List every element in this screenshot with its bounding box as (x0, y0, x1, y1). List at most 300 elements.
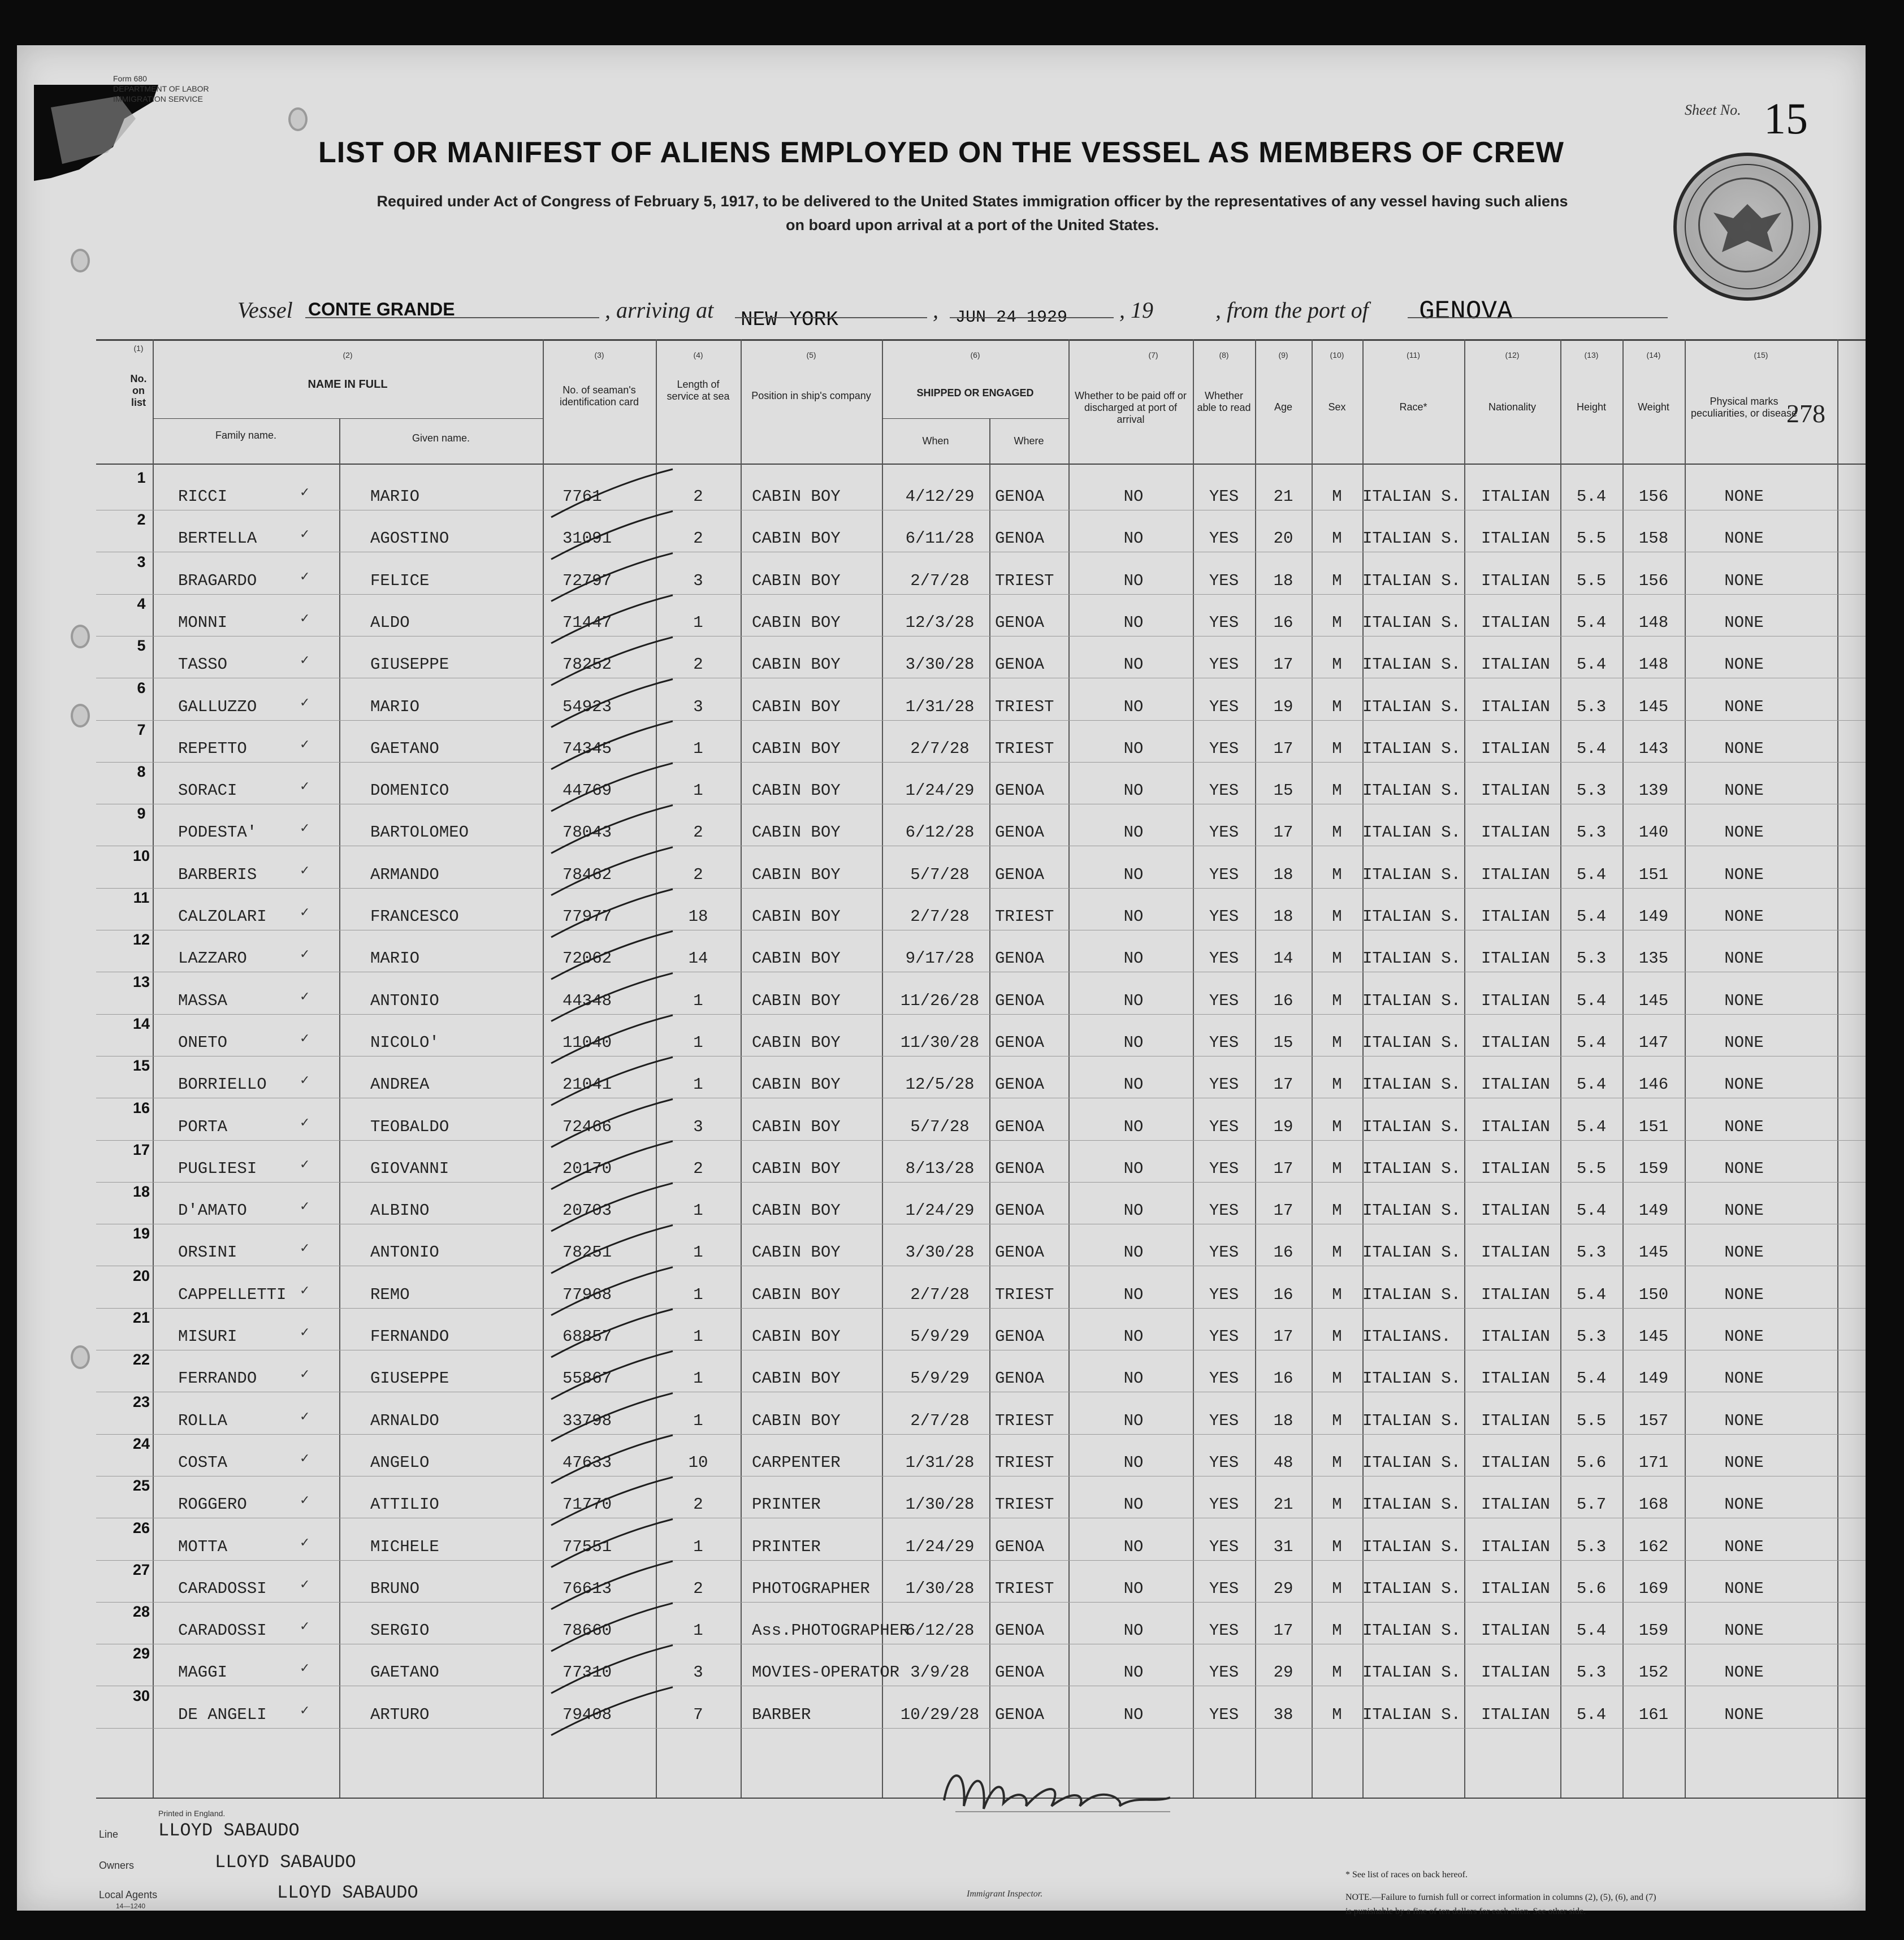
vessel-name: CONTE GRANDE (308, 299, 455, 319)
physical-marks: NONE (1724, 487, 1764, 506)
paid-off: NO (1123, 991, 1144, 1010)
able-to-read: YES (1209, 697, 1239, 716)
age: 38 (1273, 1705, 1293, 1724)
given-name: GIOVANNI (370, 1159, 449, 1178)
able-to-read: YES (1209, 949, 1239, 968)
col-num-5: (5) (806, 350, 816, 360)
punch-hole (71, 249, 90, 272)
sex: M (1332, 1453, 1342, 1472)
card-checked-stroke (551, 847, 673, 895)
physical-marks: NONE (1724, 571, 1764, 590)
card-checked-stroke (551, 1435, 673, 1483)
shipped-where: GENOA (995, 529, 1045, 548)
family-name: DE ANGELI (178, 1705, 267, 1724)
position: CABIN BOY (752, 1411, 841, 1430)
sex: M (1332, 1495, 1342, 1514)
card-checked-stroke (551, 1099, 673, 1147)
weight: 169 (1638, 1579, 1669, 1598)
race: ITALIAN S. (1362, 781, 1461, 800)
given-name: FRANCESCO (370, 907, 459, 926)
stamp-count: 278 (1786, 399, 1825, 428)
row-number: 13 (132, 973, 150, 990)
sex: M (1332, 1537, 1342, 1556)
given-name: MARIO (370, 949, 420, 968)
weight: 145 (1638, 991, 1669, 1010)
checkmark-icon: ✓ (300, 653, 310, 668)
id-card: 47633 (562, 1453, 612, 1472)
row-number: 30 (132, 1687, 150, 1704)
able-to-read: YES (1209, 1327, 1239, 1346)
physical-marks: NONE (1724, 1369, 1764, 1388)
card-checked-stroke (551, 1267, 673, 1315)
id-card: 77551 (562, 1537, 612, 1556)
nationality: ITALIAN (1481, 529, 1550, 548)
given-name: TEOBALDO (370, 1117, 449, 1136)
given-name: ATTILIO (370, 1495, 439, 1514)
shipped-when: 2/7/28 (910, 907, 970, 926)
weight: 159 (1638, 1159, 1669, 1178)
shipped-when: 6/12/28 (905, 1621, 975, 1640)
service-length: 3 (693, 571, 703, 590)
race: ITALIAN S. (1362, 1705, 1461, 1724)
age: 18 (1273, 571, 1293, 590)
shipped-when: 5/9/29 (910, 1327, 970, 1346)
id-card: 79408 (562, 1705, 612, 1724)
able-to-read: YES (1209, 1075, 1239, 1094)
position: CABIN BOY (752, 1243, 841, 1262)
from-port: GENOVA (1419, 297, 1513, 326)
physical-marks: NONE (1724, 823, 1764, 842)
id-card: 33798 (562, 1411, 612, 1430)
shipped-where: GENOA (995, 991, 1045, 1010)
id-card: 78043 (562, 823, 612, 842)
position: CABIN BOY (752, 1117, 841, 1136)
height: 5.3 (1576, 949, 1607, 968)
physical-marks: NONE (1724, 1033, 1764, 1052)
able-to-read: YES (1209, 655, 1239, 674)
race: ITALIAN S. (1362, 1201, 1461, 1220)
paid-off: NO (1123, 907, 1144, 926)
physical-marks: NONE (1724, 1243, 1764, 1262)
card-checked-stroke (551, 1057, 673, 1105)
sex: M (1332, 529, 1342, 548)
shipped-when: 11/30/28 (900, 1033, 980, 1052)
able-to-read: YES (1209, 1537, 1239, 1556)
weight: 149 (1638, 1369, 1669, 1388)
sex: M (1332, 739, 1342, 758)
sex: M (1332, 949, 1342, 968)
checkmark-icon: ✓ (300, 1367, 310, 1382)
race: ITALIAN S. (1362, 1159, 1461, 1178)
able-to-read: YES (1209, 1495, 1239, 1514)
nationality: ITALIAN (1481, 1033, 1550, 1052)
checkmark-icon: ✓ (300, 1619, 310, 1634)
service-length: 2 (693, 1579, 703, 1598)
col-num-7: (7) (1148, 350, 1158, 360)
shipped-when: 4/12/29 (905, 487, 975, 506)
card-checked-stroke (551, 1015, 673, 1063)
age: 16 (1273, 613, 1293, 632)
given-name: ALDO (370, 613, 410, 632)
id-card: 78462 (562, 865, 612, 884)
age: 17 (1273, 1327, 1293, 1346)
weight: 151 (1638, 865, 1669, 884)
checkmark-icon: ✓ (300, 1157, 310, 1171)
race: ITALIAN S. (1362, 529, 1461, 548)
service-length: 18 (688, 907, 708, 926)
family-name: CARADOSSI (178, 1579, 267, 1598)
sex: M (1332, 1075, 1342, 1094)
able-to-read: YES (1209, 823, 1239, 842)
race: ITALIAN S. (1362, 907, 1461, 926)
line-value: LLOYD SABAUDO (158, 1820, 300, 1841)
arriving-port: NEW YORK (741, 308, 838, 331)
given-name: MARIO (370, 487, 420, 506)
nationality: ITALIAN (1481, 907, 1550, 926)
checkmark-icon: ✓ (300, 1115, 310, 1129)
shipped-where: GENOA (995, 487, 1045, 506)
given-name: REMO (370, 1285, 410, 1304)
paid-off: NO (1123, 1243, 1144, 1262)
hdr-weight: Weight (1638, 401, 1669, 413)
sex: M (1332, 1159, 1342, 1178)
age: 18 (1273, 865, 1293, 884)
paid-off: NO (1123, 1075, 1144, 1094)
line-label: Line (99, 1829, 119, 1840)
race: ITALIAN S. (1362, 1621, 1461, 1640)
physical-marks: NONE (1724, 529, 1764, 548)
sex: M (1332, 1201, 1342, 1220)
age: 17 (1273, 1075, 1293, 1094)
weight: 161 (1638, 1705, 1669, 1724)
physical-marks: NONE (1724, 1285, 1764, 1304)
card-checked-stroke (551, 679, 673, 728)
hdr-family-name: Family name. (215, 430, 277, 441)
service-length: 3 (693, 1663, 703, 1682)
inspector-label: Immigrant Inspector. (967, 1889, 1043, 1899)
age: 19 (1273, 697, 1293, 716)
checkmark-icon: ✓ (300, 1241, 310, 1255)
vessel-info-row (17, 297, 1866, 336)
checkmark-icon: ✓ (300, 1493, 310, 1508)
row-number: 5 (137, 637, 146, 655)
given-name: ARMANDO (370, 865, 439, 884)
able-to-read: YES (1209, 1453, 1239, 1472)
shipped-where: GENOA (995, 781, 1045, 800)
given-name: AGOSTINO (370, 529, 449, 548)
checkmark-icon: ✓ (300, 485, 310, 499)
checkmark-icon: ✓ (300, 695, 310, 709)
physical-marks: NONE (1724, 1327, 1764, 1346)
col-num-10: (10) (1330, 350, 1344, 360)
family-name: MOTTA (178, 1537, 228, 1556)
position: BARBER (752, 1705, 811, 1724)
arriving-label: , arriving at (605, 297, 714, 323)
id-card: 68857 (562, 1327, 612, 1346)
sex: M (1332, 1243, 1342, 1262)
race: ITALIAN S. (1362, 1285, 1461, 1304)
inspector-signature (933, 1750, 1182, 1829)
paid-off: NO (1123, 1201, 1144, 1220)
row-number: 27 (132, 1561, 150, 1578)
weight: 143 (1638, 739, 1669, 758)
age: 29 (1273, 1579, 1293, 1598)
height: 5.4 (1576, 991, 1607, 1010)
row-number: 4 (137, 595, 146, 612)
checkmark-icon: ✓ (300, 1283, 310, 1297)
col-num-3: (3) (594, 350, 604, 360)
position: CABIN BOY (752, 991, 841, 1010)
underline (305, 317, 599, 318)
comma: , (933, 297, 938, 323)
position: CABIN BOY (752, 1159, 841, 1178)
sheet-label: Sheet No. (1685, 102, 1741, 118)
age: 16 (1273, 1285, 1293, 1304)
card-checked-stroke (551, 1225, 673, 1273)
id-card: 21041 (562, 1075, 612, 1094)
nationality: ITALIAN (1481, 823, 1550, 842)
paid-off: NO (1123, 1705, 1144, 1724)
position: PRINTER (752, 1537, 821, 1556)
nationality: ITALIAN (1481, 1495, 1550, 1514)
hdr-id-card: No. of seaman's identification card (559, 384, 639, 408)
subtitle-line-2: on board upon arrival at a port of the United States. (785, 216, 1159, 233)
nationality: ITALIAN (1481, 949, 1550, 968)
race: ITALIAN S. (1362, 1243, 1461, 1262)
family-name: GALLUZZO (178, 697, 257, 716)
height: 5.4 (1576, 1075, 1607, 1094)
given-name: GIUSEPPE (370, 655, 449, 674)
able-to-read: YES (1209, 907, 1239, 926)
hdr-able-read: Whether able to read (1197, 390, 1251, 413)
height: 5.3 (1576, 697, 1607, 716)
card-checked-stroke (551, 1393, 673, 1441)
position: CABIN BOY (752, 865, 841, 884)
age: 15 (1273, 1033, 1293, 1052)
sex: M (1332, 907, 1342, 926)
position: CABIN BOY (752, 1201, 841, 1220)
col-num-6: (6) (970, 350, 980, 360)
family-name: ROLLA (178, 1411, 228, 1430)
shipped-where: GENOA (995, 1369, 1045, 1388)
family-name: BARBERIS (178, 865, 257, 884)
family-name: ORSINI (178, 1243, 237, 1262)
weight: 139 (1638, 781, 1669, 800)
row-number: 14 (132, 1015, 150, 1032)
shipped-when: 9/17/28 (905, 949, 975, 968)
vessel-label: Vessel (237, 297, 293, 323)
height: 5.5 (1576, 529, 1607, 548)
checkmark-icon: ✓ (300, 737, 310, 751)
shipped-when: 1/30/28 (905, 1495, 975, 1514)
height: 5.4 (1576, 1621, 1607, 1640)
checkmark-icon: ✓ (300, 863, 310, 877)
age: 14 (1273, 949, 1293, 968)
nationality: ITALIAN (1481, 1453, 1550, 1472)
given-name: ANDREA (370, 1075, 430, 1094)
fine-note-2: is punishable by a fine of ten dollars for each alien. See other side. (1345, 1907, 1586, 1916)
physical-marks: NONE (1724, 1579, 1764, 1598)
row-number: 28 (132, 1603, 150, 1621)
height: 5.4 (1576, 1705, 1607, 1724)
hdr-when: When (922, 435, 949, 447)
service-length: 1 (693, 1621, 703, 1640)
hdr-nationality: Nationality (1488, 401, 1537, 413)
race: ITALIAN S. (1362, 655, 1461, 674)
card-checked-stroke (551, 931, 673, 979)
owners-value: LLOYD SABAUDO (215, 1852, 356, 1873)
sex: M (1332, 1579, 1342, 1598)
checkmark-icon: ✓ (300, 821, 310, 835)
physical-marks: NONE (1724, 1537, 1764, 1556)
paid-off: NO (1123, 613, 1144, 632)
id-card: 11040 (562, 1033, 612, 1052)
height: 5.4 (1576, 613, 1607, 632)
shipped-where: TRIEST (995, 1495, 1054, 1514)
hdr-where: Where (1014, 435, 1044, 447)
id-card: 76613 (562, 1579, 612, 1598)
able-to-read: YES (1209, 613, 1239, 632)
weight: 149 (1638, 907, 1669, 926)
family-name: COSTA (178, 1453, 228, 1472)
row-number: 10 (132, 847, 150, 864)
id-card: 78660 (562, 1621, 612, 1640)
nationality: ITALIAN (1481, 1285, 1550, 1304)
position: MOVIES-OPERATOR (752, 1663, 900, 1682)
able-to-read: YES (1209, 529, 1239, 548)
nationality: ITALIAN (1481, 1537, 1550, 1556)
race: ITALIAN S. (1362, 1495, 1461, 1514)
weight: 152 (1638, 1663, 1669, 1682)
able-to-read: YES (1209, 1663, 1239, 1682)
family-name: PODESTA' (178, 823, 257, 842)
shipped-when: 3/30/28 (905, 655, 975, 674)
given-name: DOMENICO (370, 781, 449, 800)
row-number: 17 (132, 1141, 150, 1158)
physical-marks: NONE (1724, 613, 1764, 632)
col-num-8: (8) (1219, 350, 1229, 360)
paid-off: NO (1123, 781, 1144, 800)
age: 18 (1273, 1411, 1293, 1430)
age: 17 (1273, 1201, 1293, 1220)
physical-marks: NONE (1724, 1621, 1764, 1640)
physical-marks: NONE (1724, 1075, 1764, 1094)
hdr-shipped: SHIPPED OR ENGAGED (916, 387, 1034, 399)
shipped-where: GENOA (995, 949, 1045, 968)
age: 16 (1273, 1243, 1293, 1262)
row-number: 6 (137, 679, 146, 696)
able-to-read: YES (1209, 1201, 1239, 1220)
service-length: 1 (693, 1033, 703, 1052)
card-checkmark-strokes (17, 334, 1866, 1826)
sex: M (1332, 1369, 1342, 1388)
sex: M (1332, 613, 1342, 632)
card-checked-stroke (551, 889, 673, 937)
owners-label: Owners (99, 1860, 135, 1871)
paid-off: NO (1123, 1453, 1144, 1472)
height: 5.3 (1576, 781, 1607, 800)
family-name: MONNI (178, 613, 228, 632)
race: ITALIAN S. (1362, 1075, 1461, 1094)
nationality: ITALIAN (1481, 1705, 1550, 1724)
physical-marks: NONE (1724, 697, 1764, 716)
position: PRINTER (752, 1495, 821, 1514)
shipped-when: 8/13/28 (905, 1159, 975, 1178)
card-checked-stroke (551, 1351, 673, 1399)
subtitle-line-1: Required under Act of Congress of February 5, 1917, to be delivered to the United States immigration officer by the representatives of any vessel having such aliens (377, 193, 1568, 210)
physical-marks: NONE (1724, 1453, 1764, 1472)
checkmark-icon: ✓ (300, 1450, 310, 1465)
position: CABIN BOY (752, 613, 841, 632)
race: ITALIAN S. (1362, 739, 1461, 758)
race: ITALIAN S. (1362, 487, 1461, 506)
able-to-read: YES (1209, 739, 1239, 758)
shipped-when: 2/7/28 (910, 571, 970, 590)
checkmark-icon: ✓ (300, 1073, 310, 1088)
form-number: Form 680 (113, 74, 147, 83)
race: ITALIAN S. (1362, 1369, 1461, 1388)
shipped-when: 3/30/28 (905, 1243, 975, 1262)
id-card: 78252 (562, 655, 612, 674)
row-number: 15 (132, 1057, 150, 1075)
row-number: 7 (137, 721, 146, 738)
sex: M (1332, 1117, 1342, 1136)
given-name: ANTONIO (370, 991, 439, 1010)
weight: 145 (1638, 697, 1669, 716)
hdr-given-name: Given name. (412, 432, 470, 444)
family-name: CALZOLARI (178, 907, 267, 926)
nationality: ITALIAN (1481, 697, 1550, 716)
physical-marks: NONE (1724, 949, 1764, 968)
shipped-where: GENOA (995, 1117, 1045, 1136)
family-name: BRAGARDO (178, 571, 257, 590)
shipped-where: GENOA (995, 1537, 1045, 1556)
position: CABIN BOY (752, 1075, 841, 1094)
nationality: ITALIAN (1481, 1243, 1550, 1262)
id-card: 72466 (562, 1117, 612, 1136)
hdr-name-in-full: NAME IN FULL (308, 378, 388, 391)
weight: 140 (1638, 823, 1669, 842)
physical-marks: NONE (1724, 1663, 1764, 1682)
height: 5.4 (1576, 1201, 1607, 1220)
position: CABIN BOY (752, 949, 841, 968)
given-name: MICHELE (370, 1537, 439, 1556)
checkmark-icon: ✓ (300, 1199, 310, 1214)
able-to-read: YES (1209, 1243, 1239, 1262)
able-to-read: YES (1209, 571, 1239, 590)
race: ITALIAN S. (1362, 1453, 1461, 1472)
height: 5.3 (1576, 1327, 1607, 1346)
shipped-where: TRIEST (995, 1579, 1054, 1598)
race: ITALIAN S. (1362, 1117, 1461, 1136)
checkmark-icon: ✓ (300, 610, 310, 625)
sex: M (1332, 865, 1342, 884)
id-card: 72062 (562, 949, 612, 968)
shipped-when: 3/9/28 (910, 1663, 970, 1682)
shipped-when: 2/7/28 (910, 1285, 970, 1304)
nationality: ITALIAN (1481, 1621, 1550, 1640)
family-name: D'AMATO (178, 1201, 247, 1220)
weight: 162 (1638, 1537, 1669, 1556)
able-to-read: YES (1209, 1285, 1239, 1304)
shipped-when: 2/7/28 (910, 1411, 970, 1430)
card-checked-stroke (551, 511, 673, 559)
shipped-where: TRIEST (995, 571, 1054, 590)
row-number: 25 (132, 1477, 150, 1495)
height: 5.4 (1576, 1117, 1607, 1136)
paid-off: NO (1123, 1285, 1144, 1304)
service-length: 2 (693, 655, 703, 674)
